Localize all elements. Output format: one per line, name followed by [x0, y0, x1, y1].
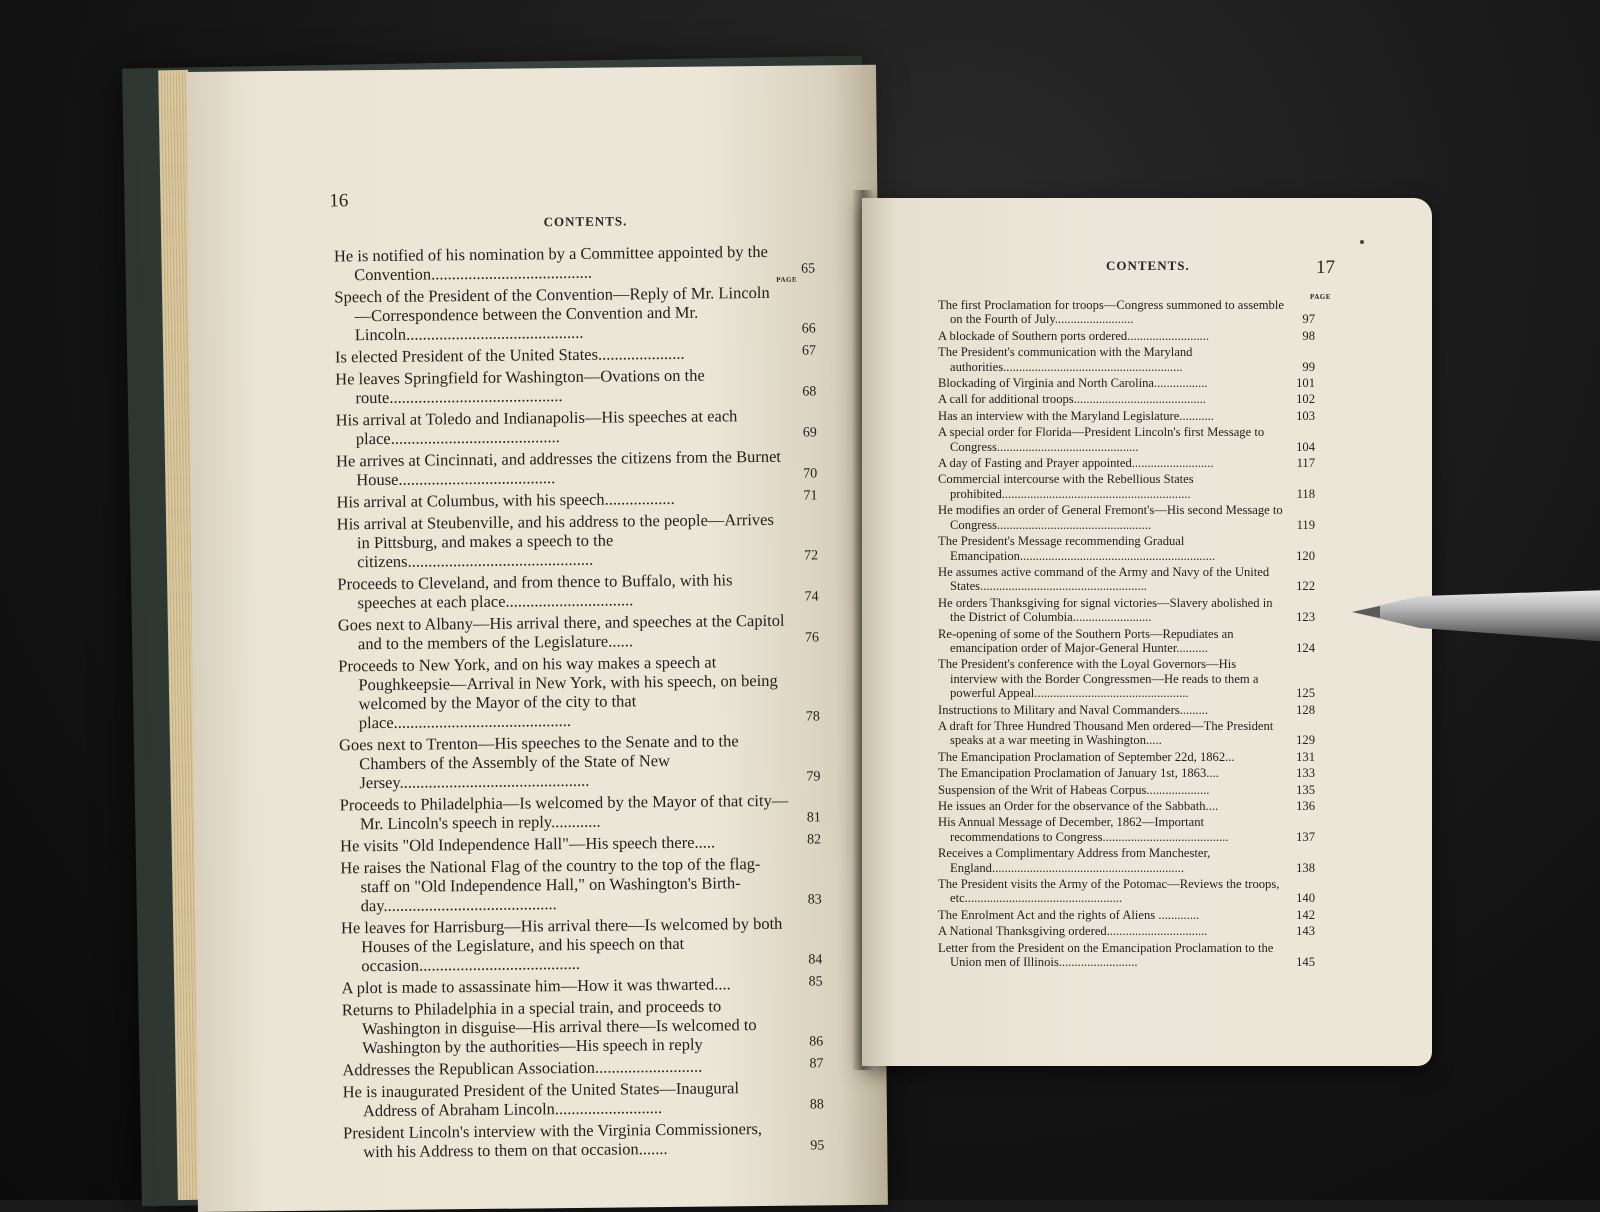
toc-entry	[938, 766, 1315, 781]
toc-entry	[938, 718, 1315, 748]
toc-entry-page: 102	[1296, 392, 1315, 407]
toc-entry-page: 67	[801, 343, 817, 359]
toc-entry-page: 140	[1296, 891, 1315, 906]
toc-entry-page: 84	[808, 952, 823, 968]
toc-entry	[336, 509, 819, 572]
right-running-header: CONTENTS.	[1106, 258, 1190, 273]
toc-entry-page: 129	[1296, 733, 1315, 748]
toc-entry	[333, 241, 816, 285]
toc-entry-page: 137	[1296, 829, 1315, 844]
toc-entry-text: His arrival at Columbus, with his speech.................	[336, 488, 675, 512]
toc-entry-text: The Enrolment Act and the rights of Aliens .............	[938, 907, 1200, 922]
toc-entry-page: 104	[1296, 439, 1315, 454]
toc-entry-page: 143	[1296, 924, 1315, 939]
toc-entry	[938, 924, 1315, 939]
toc-entry-page: 81	[806, 810, 821, 826]
toc-entry-page: 101	[1296, 376, 1315, 391]
toc-entry	[938, 472, 1315, 501]
right-page-column-label: PAGE	[1310, 293, 1331, 301]
toc-entry	[938, 392, 1315, 407]
toc-entry-text: He issues an Order for the observance of the Sabbath....	[938, 799, 1219, 813]
toc-entry-text: President Lincoln's interview with the Virginia Commissioners, with his Address to them on that occasion.......	[343, 1119, 763, 1162]
toc-entry	[343, 1119, 825, 1162]
toc-entry-page: 136	[1296, 799, 1315, 813]
toc-entry-text: A draft for Three Hundred Thousand Men ordered—The President speaks at a war meeting in Washington.....	[938, 718, 1274, 748]
toc-entry	[337, 570, 819, 613]
toc-entry-page: 72	[804, 548, 819, 564]
toc-entry-page: 71	[803, 488, 818, 504]
toc-entry-text: Instructions to Military and Naval Commanders.........	[938, 702, 1209, 717]
toc-entry	[938, 503, 1315, 532]
toc-entry	[938, 846, 1315, 875]
toc-entry-page: 118	[1296, 486, 1315, 501]
toc-entry	[340, 854, 822, 916]
toc-entry-page: 145	[1296, 955, 1315, 970]
toc-entry	[938, 815, 1315, 844]
toc-entry-text: Proceeds to Philadelphia—Is welcomed by the Mayor of that city—Mr. Lincoln's speech in reply............	[339, 790, 789, 834]
paper-speck	[1360, 240, 1364, 244]
toc-entry-text: He orders Thanksgiving for signal victories—Slavery abolished in the District of Columbia.........................	[938, 595, 1273, 625]
toc-entry-text: Blockading of Virginia and North Carolina.................	[938, 376, 1208, 391]
toc-entry-page: 69	[802, 425, 817, 441]
toc-entry-page: 66	[801, 321, 816, 337]
toc-entry-text: He assumes active command of the Army and Navy of the United States.....................................................	[938, 564, 1270, 594]
toc-entry	[938, 595, 1315, 625]
toc-entry-page: 76	[804, 630, 820, 646]
left-page-column-label: PAGE	[776, 275, 798, 284]
left-running-header: CONTENTS.	[543, 213, 628, 230]
toc-entry	[338, 731, 821, 793]
toc-entry-text: A special order for Florida—President Lincoln's first Message to Congress.............................................	[938, 425, 1265, 454]
toc-entry-text: The Emancipation Proclamation of January 1st, 1863....	[938, 766, 1219, 781]
toc-entry-text: A call for additional troops..........................................	[938, 392, 1206, 407]
toc-entry-page: 135	[1296, 782, 1315, 797]
toc-entry-text: His arrival at Toledo and Indianapolis—His speeches at each place.........................................	[335, 406, 738, 449]
toc-entry-text: Speech of the President of the Convention—Reply of Mr. Lincoln—Correspondence between the Convention and Mr. Lincoln...........................................	[334, 282, 770, 345]
toc-entry	[334, 343, 817, 367]
left-page	[186, 65, 888, 1212]
toc-entry-text: The President's Message recommending Gradual Emancipation..............................................................	[938, 534, 1216, 563]
pen-pointer-icon	[1350, 588, 1600, 644]
toc-entry	[938, 376, 1315, 391]
toc-entry-text: A day of Fasting and Prayer appointed..........................	[938, 456, 1214, 471]
toc-entry	[938, 657, 1315, 701]
toc-entry-page: 119	[1296, 517, 1315, 532]
toc-entry	[938, 456, 1315, 471]
toc-entry-text: He leaves for Harrisburg—His arrival there—Is welcomed by both Houses of the Legislature, and his speech on that occasion.......................................	[340, 913, 783, 976]
toc-entry-page: 133	[1296, 766, 1315, 781]
toc-entry	[938, 345, 1315, 374]
toc-entry-page: 131	[1296, 749, 1315, 764]
toc-entry-text: Goes next to Trenton—His speeches to the Senate and to the Chambers of the Assembly of the State of New Jersey..............................................	[338, 731, 739, 793]
toc-entry	[938, 907, 1315, 922]
toc-entry-text: Addresses the Republican Association..........................	[342, 1056, 703, 1080]
toc-entry	[337, 610, 820, 654]
toc-entry-page: 122	[1296, 579, 1315, 594]
toc-entry	[938, 298, 1315, 327]
toc-entry-text: Suspension of the Writ of Habeas Corpus....................	[938, 782, 1210, 797]
toc-entry-page: 125	[1296, 686, 1315, 701]
toc-entry-page: 123	[1296, 610, 1315, 625]
toc-entry-page: 124	[1296, 640, 1315, 655]
toc-entry-page: 142	[1296, 907, 1315, 922]
toc-entry	[938, 534, 1315, 563]
right-page-number: 17	[1316, 257, 1335, 278]
toc-entry-page: 68	[802, 384, 817, 400]
toc-entry-page: 97	[1302, 312, 1315, 327]
toc-entry	[342, 1078, 824, 1121]
toc-entry-text: The Emancipation Proclamation of September 22d, 1862...	[938, 749, 1235, 764]
toc-entry	[938, 782, 1315, 797]
toc-entry-text: The President's conference with the Loyal Governors—His interview with the Border Congressmen—He reads to them a powerful Appeal.................................................	[938, 657, 1259, 701]
toc-entry-page: 85	[808, 974, 823, 990]
toc-entry-text: Proceeds to New York, and on his way makes a speech at Poughkeepsie—Arrival in New York, with his speech, on being welcomed by the Mayor of the city to that place...........................................	[338, 652, 778, 733]
toc-entry-text: Commercial intercourse with the Rebellious States prohibited............................................................	[938, 472, 1194, 501]
toc-entry-page: 82	[806, 832, 822, 848]
toc-entry-page: 74	[804, 589, 819, 605]
toc-entry	[938, 749, 1315, 764]
left-toc-list	[333, 241, 825, 1165]
toc-entry	[341, 974, 823, 998]
toc-entry-text: Returns to Philadelphia in a special train, and proceeds to Washington in disguise—His arrival there—Is welcomed to Washington by the authorities—His speech in reply	[341, 996, 757, 1058]
toc-entry-text: The President visits the Army of the Potomac—Reviews the troops, etc..................................................	[938, 877, 1280, 906]
toc-entry-text: The first Proclamation for troops—Congress summoned to assemble on the Fourth of July.........................	[938, 298, 1284, 327]
toc-entry	[938, 425, 1315, 454]
right-page	[862, 198, 1432, 1066]
toc-entry-text: Letter from the President on the Emancipation Proclamation to the Union men of Illinois.........................	[938, 940, 1274, 970]
toc-entry-page: 138	[1296, 860, 1315, 875]
toc-entry-page: 117	[1296, 456, 1315, 471]
toc-entry-text: He arrives at Cincinnati, and addresses the citizens from the Burnet House......................................	[335, 446, 782, 490]
toc-entry-page: 95	[810, 1138, 825, 1154]
left-page-number: 16	[329, 190, 349, 212]
toc-entry-page: 128	[1296, 702, 1315, 717]
toc-entry-page: 78	[805, 709, 820, 725]
toc-entry	[938, 940, 1315, 970]
toc-entry	[340, 832, 822, 856]
toc-entry	[341, 996, 824, 1058]
toc-entry	[340, 913, 823, 976]
toc-entry	[938, 626, 1315, 656]
toc-entry-text: Receives a Complimentary Address from Manchester, England.............................................................	[938, 846, 1211, 875]
toc-entry-text: He leaves Springfield for Washington—Ovations on the route..........................................	[335, 365, 705, 408]
toc-entry-text: He is inaugurated President of the United States—Inaugural Address of Abraham Lincoln..........................	[342, 1078, 740, 1121]
toc-entry-text: Has an interview with the Maryland Legislature...........	[938, 408, 1214, 423]
toc-entry	[938, 799, 1315, 813]
toc-entry-page: 86	[809, 1034, 824, 1050]
toc-entry-text: A blockade of Southern ports ordered..........................	[938, 328, 1210, 343]
toc-entry-text: Re-opening of some of the Southern Ports—Repudiates an emancipation order of Major-General Hunter..........	[938, 626, 1234, 655]
toc-entry-page: 83	[807, 892, 822, 908]
toc-entry-page: 120	[1296, 548, 1315, 563]
toc-entry-page: 65	[801, 261, 816, 277]
toc-entry	[335, 365, 817, 408]
toc-entry-text: His arrival at Steubenville, and his address to the people—Arrives in Pittsburg, and makes a speech to the citizens.............................................	[336, 509, 774, 572]
toc-entry	[338, 652, 820, 733]
toc-entry	[334, 282, 816, 345]
toc-entry	[342, 1056, 824, 1080]
toc-entry-page: 87	[809, 1056, 824, 1072]
toc-entry	[335, 446, 818, 490]
toc-entry-text: He is notified of his nomination by a Committee appointed by the Convention.......................................	[333, 241, 768, 285]
toc-entry	[339, 790, 821, 834]
toc-entry	[335, 406, 817, 449]
toc-entry-page: 99	[1302, 359, 1315, 374]
right-toc-list	[938, 298, 1315, 971]
toc-entry	[938, 564, 1315, 594]
toc-entry-text: Goes next to Albany—His arrival there, and speeches at the Capitol and to the members of the Legislature......	[337, 610, 785, 654]
toc-entry-text: Is elected President of the United States.....................	[334, 343, 685, 367]
toc-entry-text: Proceeds to Cleveland, and from thence to Buffalo, with his speeches at each place...............................	[337, 570, 733, 613]
toc-entry	[938, 328, 1315, 343]
toc-entry-text: His Annual Message of December, 1862—Important recommendations to Congress........................................	[938, 815, 1229, 844]
toc-entry-page: 98	[1302, 328, 1315, 343]
toc-entry	[336, 488, 818, 512]
toc-entry-text: He modifies an order of General Fremont's—His second Message to Congress.................................................	[938, 503, 1283, 532]
toc-entry-text: A plot is made to assassinate him—How it was thwarted....	[341, 974, 731, 998]
toc-entry-text: A National Thanksgiving ordered................................	[938, 924, 1208, 939]
toc-entry	[938, 408, 1315, 423]
toc-entry-text: He visits "Old Independence Hall"—His speech there.....	[340, 832, 716, 856]
toc-entry-page: 70	[803, 466, 818, 482]
toc-entry-text: The President's communication with the Maryland authorities.........................................................	[938, 345, 1193, 374]
toc-entry	[938, 877, 1315, 906]
toc-entry-page: 88	[809, 1097, 824, 1113]
toc-entry-text: He raises the National Flag of the country to the top of the flag-staff on "Old Independence Hall," on Washington's Birth-day..........................................	[340, 854, 761, 916]
toc-entry-page: 103	[1296, 408, 1315, 423]
toc-entry	[938, 702, 1315, 717]
toc-entry-page: 79	[806, 769, 821, 785]
